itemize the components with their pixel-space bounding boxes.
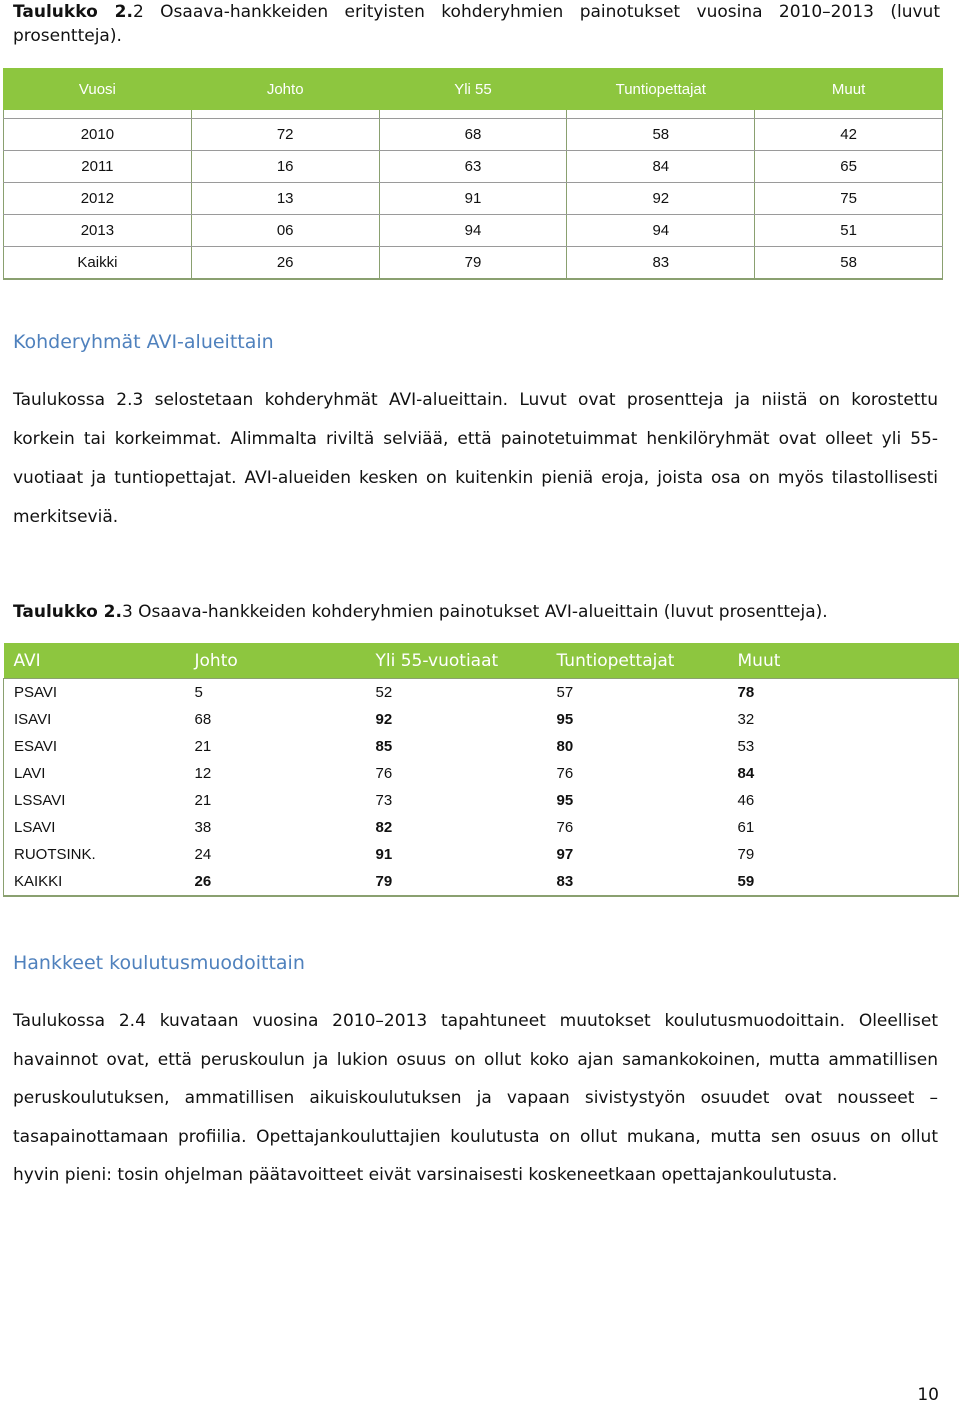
table-cell: 76 [556, 819, 574, 836]
table-cell: 80 [556, 738, 574, 755]
table2-header-muut: Muut [728, 643, 959, 679]
table-cell: 58 [755, 247, 943, 280]
table-cell: 26 [191, 247, 379, 280]
table-row-total [4, 868, 959, 896]
table1-header-yli55: Yli 55 [379, 69, 567, 110]
table-cell: KAIKKI [4, 868, 185, 896]
table-cell: 51 [755, 215, 943, 247]
table-row [4, 760, 959, 787]
table-cell: ISAVI [14, 711, 52, 728]
table-row [4, 733, 959, 760]
table-cell: 72 [191, 119, 379, 151]
table-cell: 32 [737, 711, 755, 728]
table-row [4, 119, 943, 151]
table1-header-tuntiopettajat: Tuntiopettajat [567, 69, 755, 110]
table1-header-row [4, 69, 943, 110]
table-cell: 21 [194, 792, 212, 809]
paragraph-koulutusmuodoittain: Taulukossa 2.4 kuvataan vuosina 2010–2013 tapahtuneet muutokset koulutusmuodoittain. Oleelliset havainnot ovat, että peruskoulun ja lukion osuus on ollut koko ajan samankokoinen, mutta ammatillisen peruskoulutuksen, ammatillisen aikuiskoulutuksen ja vapaan sivistystyön osuudet ovat nousseet – tasapainottamaan profiilia. Opettajankouluttajien koulutusta on ollut mukana, mutta sen osuus on ollut hyvin pieni: tosin ohjelman päätavoitteet eivät varsinaisesti koskeneetkaan opettajankoulutusta. [13, 1011, 938, 1185]
table-cell: ESAVI [14, 738, 58, 755]
table-cell: 46 [737, 792, 755, 809]
table-row [4, 151, 943, 183]
table2-caption-label: Taulukko 2. [13, 602, 122, 622]
table-row [4, 841, 959, 868]
table2-body [4, 679, 959, 897]
table2-header-tuntiopettajat: Tuntiopettajat [547, 643, 728, 679]
table-cell: 83 [567, 247, 755, 280]
table-cell: Kaikki [4, 247, 192, 280]
table-cell: 85 [375, 738, 393, 755]
table-cell: 21 [194, 738, 212, 755]
table-cell: 84 [737, 765, 755, 782]
table-cell: 2012 [4, 183, 192, 215]
table-cell: 83 [547, 868, 728, 896]
table-cell: 65 [755, 151, 943, 183]
table1-header-vuosi: Vuosi [4, 69, 192, 110]
table-cell: 91 [379, 183, 567, 215]
table-cell: 95 [556, 792, 574, 809]
table-cell: 94 [379, 215, 567, 247]
table-cell: RUOTSINK. [14, 846, 96, 863]
table-cell: 79 [379, 247, 567, 280]
table-cell: PSAVI [4, 679, 185, 707]
table-cell: 2011 [4, 151, 192, 183]
table-cell: 59 [728, 868, 959, 896]
table-cell: 78 [728, 679, 959, 707]
table-cell: 91 [375, 846, 393, 863]
paragraph-avi: Taulukossa 2.3 selostetaan kohderyhmät AVI-alueittain. Luvut ovat prosentteja ja niistä on korostettu korkein tai korkeimmat. Alimmalta riviltä selviää, että painotetuimmat henkilöryhmät ovat olleet yli 55-vuotiaat ja tuntiopettajat. AVI-alueiden kesken on kuitenkin pieniä eroja, joista osa on myös tilastollisesti merkitseviä. [13, 390, 938, 527]
table-cell: 63 [379, 151, 567, 183]
table-cell: 16 [191, 151, 379, 183]
table-cell: LSAVI [14, 819, 56, 836]
table-cell: LAVI [14, 765, 46, 782]
table-cell: 75 [755, 183, 943, 215]
table1-caption-label: Taulukko 2. [13, 2, 133, 22]
table1-header-muut: Muut [755, 69, 943, 110]
table-row [4, 814, 959, 841]
table-row [4, 679, 959, 707]
section-heading-koulutusmuodoittain: Hankkeet koulutusmuodoittain [13, 952, 305, 974]
table-cell: 12 [194, 765, 212, 782]
table-cell: 73 [375, 792, 393, 809]
table-cell: 5 [185, 679, 366, 707]
table-cell: 79 [366, 868, 547, 896]
table-cell: 82 [375, 819, 393, 836]
table1-caption-text: 2 Osaava-hankkeiden erityisten kohderyhmien painotukset vuosina 2010–2013 (luvut prosentteja). [13, 2, 940, 46]
table-cell: 92 [567, 183, 755, 215]
table-row [4, 787, 959, 814]
section-heading-avi: Kohderyhmät AVI-alueittain [13, 331, 274, 353]
table-cell: 2010 [4, 119, 192, 151]
table-cell: 92 [375, 711, 393, 728]
table-cell: 13 [191, 183, 379, 215]
table-cell: 24 [194, 846, 212, 863]
table-cell: 76 [375, 765, 393, 782]
table-cell: 79 [737, 846, 755, 863]
table-cell: 2013 [4, 215, 192, 247]
table-kohderyhmat-vuosittain [3, 68, 943, 280]
table-cell: 42 [755, 119, 943, 151]
table2-header-yli55: Yli 55-vuotiaat [366, 643, 547, 679]
table2-header-johto: Johto [185, 643, 366, 679]
table-cell: LSSAVI [14, 792, 66, 809]
table-row [4, 183, 943, 215]
table2-header-row [4, 643, 959, 679]
table-cell: 26 [185, 868, 366, 896]
table-kohderyhmat-avi [3, 643, 959, 897]
table1-spacer-row [4, 110, 943, 119]
table-cell: 68 [379, 119, 567, 151]
table-cell: 68 [194, 711, 212, 728]
page-number: 10 [917, 1385, 939, 1405]
table1-header-johto: Johto [191, 69, 379, 110]
table-row [4, 706, 959, 733]
table-cell: 97 [556, 846, 574, 863]
table-cell: 38 [194, 819, 212, 836]
table-row [4, 215, 943, 247]
table-cell: 76 [556, 765, 574, 782]
table-cell: 06 [191, 215, 379, 247]
table2-caption [13, 600, 828, 624]
table-cell: 61 [737, 819, 755, 836]
table-cell: 52 [366, 679, 547, 707]
table-cell: 57 [547, 679, 728, 707]
table1-caption [13, 0, 940, 48]
table-cell: 94 [567, 215, 755, 247]
table2-caption-text: 3 Osaava-hankkeiden kohderyhmien painotukset AVI-alueittain (luvut prosentteja). [121, 602, 828, 622]
table-cell: 58 [567, 119, 755, 151]
table2-header-avi: AVI [4, 643, 185, 679]
table-cell: 84 [567, 151, 755, 183]
table-cell: 53 [737, 738, 755, 755]
table-row-total [4, 247, 943, 280]
table-cell: 95 [556, 711, 574, 728]
